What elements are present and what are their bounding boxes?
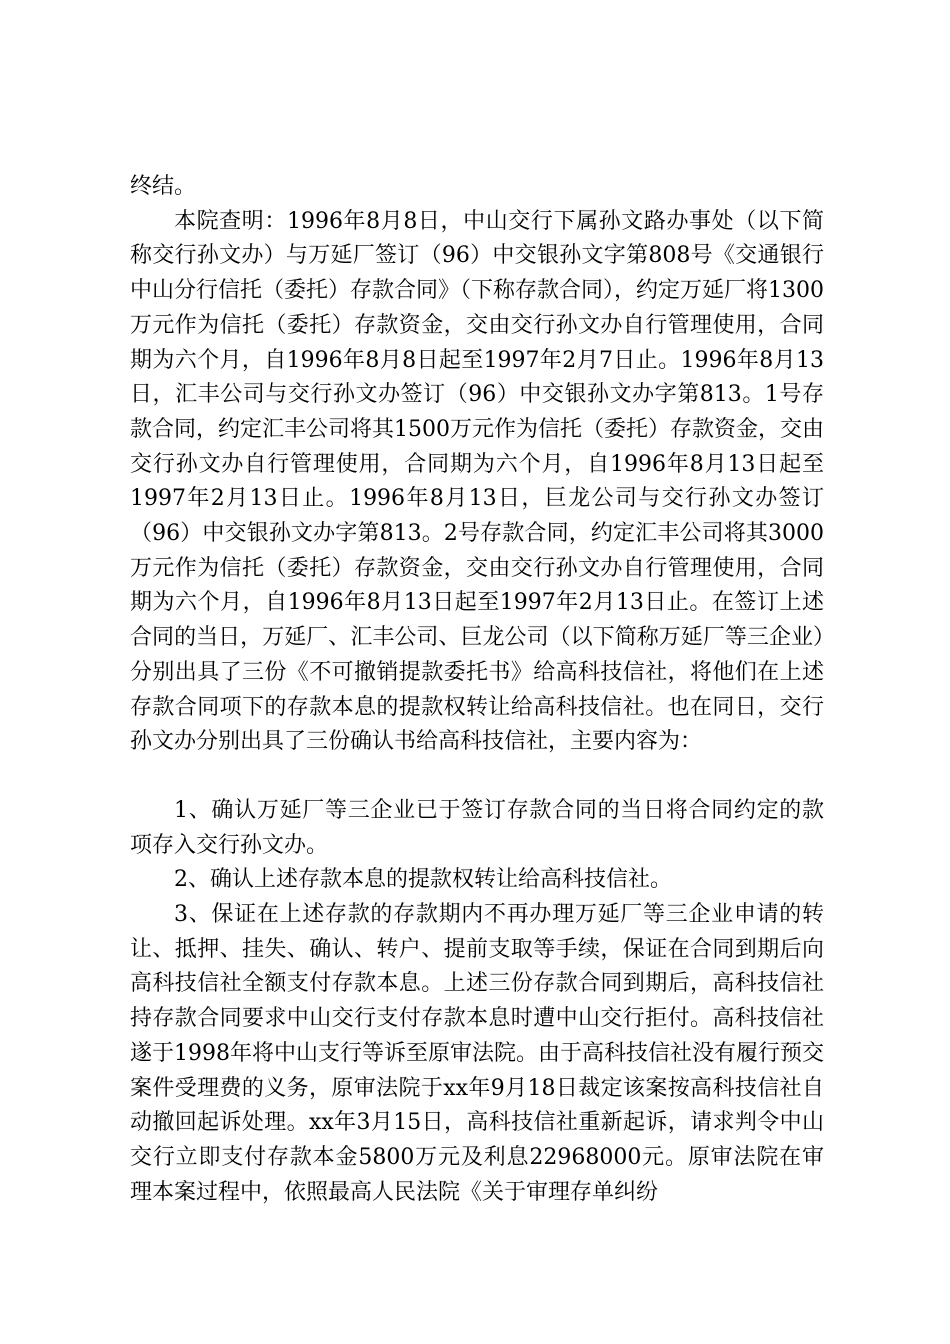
paragraph-item-2: 2、确认上述存款本息的提款权转让给高科技信社。 (174, 867, 672, 893)
paragraph-item-3: 3、保证在上述存款的存款期内不再办理万延厂等三企业申请的转让、抵押、挂失、确认、转户、提前支取等手续，保证在合同到期后向高科技信社全额支付存款本息。上述三份存款合同到期后，高科技信社持存款合同要求中山交行支付存款本息时遭中山交行拒付。高科技信社遂于1998年将中山支行等诉至原审法院。由于高科技信社没有履行预交案件受理费的义务，原审法院于xx年9月18日裁定该案按高科技信社自动撤回起诉处理。xx年3月15日，高科技信社重新起诉，请求判令中山交行立即支付存款本金5800万元及利息22968000元。原审法院在审理本案过程中，依照最高人民法院《关于审理存单纠纷 (130, 902, 824, 1205)
paragraph-ending: 终结。 (130, 174, 197, 199)
paragraph-gap (130, 760, 824, 794)
paragraph-item-1: 1、确认万延厂等三企业已于签订存款合同的当日将合同约定的款项存入交行孙文办。 (130, 797, 824, 858)
document-body (130, 170, 824, 1210)
paragraph-findings: 本院查明：1996年8月8日，中山交行下属孙文路办事处（以下简称交行孙文办）与万延厂签订（96）中交银孙文字第808号《交通银行中山分行信托（委托）存款合同》（下称存款合同），约定万延厂将1300万元作为信托（委托）存款资金，交由交行孙文办自行管理使用，合同期为六个月，自1996年8月8日起至1997年2月7日止。1996年8月13日，汇丰公司与交行孙文办签订（96）中交银孙文办字第813。1号存款合同，约定汇丰公司将其1500万元作为信托（委托）存款资金，交由交行孙文办自行管理使用，合同期为六个月，自1996年8月13日起至1997年2月13日止。1996年8月13日，巨龙公司与交行孙文办签订（96）中交银孙文办字第813。2号存款合同，约定汇丰公司将其3000万元作为信托（委托）存款资金，交由交行孙文办自行管理使用，合同期为六个月，自1996年8月13日起至1997年2月13日止。在签订上述合同的当日，万延厂、汇丰公司、巨龙公司（以下简称万延厂等三企业）分别出具了三份《不可撤销提款委托书》给高科技信社，将他们在上述存款合同项下的存款本息的提款权转让给高科技信社。也在同日，交行孙文办分别出具了三份确认书给高科技信社，主要内容为： (130, 208, 824, 755)
